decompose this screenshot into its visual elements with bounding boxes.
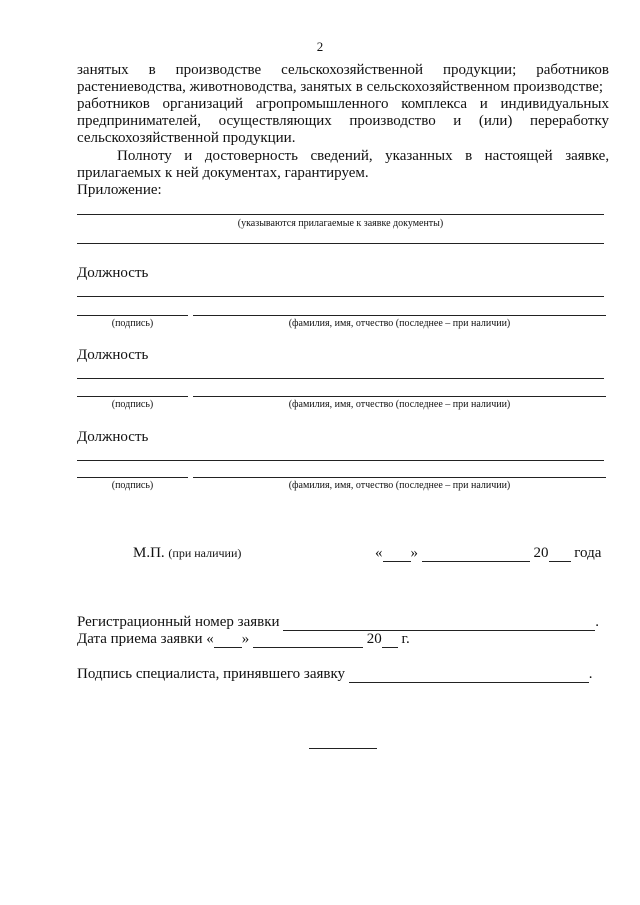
paragraph-guarantee [77,148,609,182]
full-name-line[interactable] [193,315,606,316]
signature-hint: (подпись) [111,318,154,329]
attachment-label: Приложение: [77,182,162,198]
end-separator [309,748,377,749]
signature-line[interactable] [77,396,188,397]
paragraph-line: растениеводства, животноводства, занятых в сельскохозяйственном производстве; [77,79,604,95]
full-name-hint: (фамилия, имя, отчество (последнее – при наличии) [288,399,511,410]
position-line[interactable] [77,296,604,297]
attachment-hint: (указываются прилагаемые к заявке документы) [237,218,444,229]
signature-hint: (подпись) [111,399,154,410]
position-line[interactable] [77,378,604,379]
full-name-hint: (фамилия, имя, отчество (последнее – при наличии) [288,318,511,329]
attachment-line[interactable] [77,243,604,244]
full-name-line[interactable] [193,396,606,397]
position-label: Должность [77,265,149,281]
registration-number-field[interactable] [283,616,595,631]
attachment-line[interactable] [77,214,604,215]
paragraph-eligibility [77,62,609,147]
month-field[interactable] [422,547,530,562]
full-name-line[interactable] [193,477,606,478]
year-field[interactable] [549,547,571,562]
receipt-month-field[interactable] [253,633,363,648]
position-label: Должность [77,347,149,363]
position-line[interactable] [77,460,604,461]
paragraph-line: работников организаций агропромышленного комплекса и индивидуальных [77,96,610,112]
application-date: « » 20 года [375,545,602,561]
signature-line[interactable] [77,315,188,316]
receipt-year-field[interactable] [382,633,398,648]
signature-hint: (подпись) [111,480,154,491]
full-name-hint: (фамилия, имя, отчество (последнее – при наличии) [288,480,511,491]
paragraph-line: прилагаемых к ней документах, гарантируем. [77,165,369,181]
paragraph-line: сельскохозяйственной продукции. [77,130,296,146]
registration-number-row: Регистрационный номер заявки . [77,614,600,630]
receipt-date-row: Дата приема заявки « » 20 г. [77,631,410,647]
paragraph-line: предпринимателей, осуществляющих производство и (или) переработку [77,113,610,129]
specialist-signature-row: Подпись специалиста, принявшего заявку . [77,666,593,682]
receipt-day-field[interactable] [214,633,242,648]
paragraph-line: занятых в производстве сельскохозяйственной продукции; работников [77,62,609,78]
day-field[interactable] [383,547,411,562]
stamp-label: М.П. (при наличии) [133,545,242,561]
paragraph-line: Полноту и достоверность сведений, указанных в настоящей заявке, [117,148,610,164]
page-number: 2 [316,39,324,54]
position-label: Должность [77,429,149,445]
specialist-signature-field[interactable] [349,668,589,683]
signature-line[interactable] [77,477,188,478]
